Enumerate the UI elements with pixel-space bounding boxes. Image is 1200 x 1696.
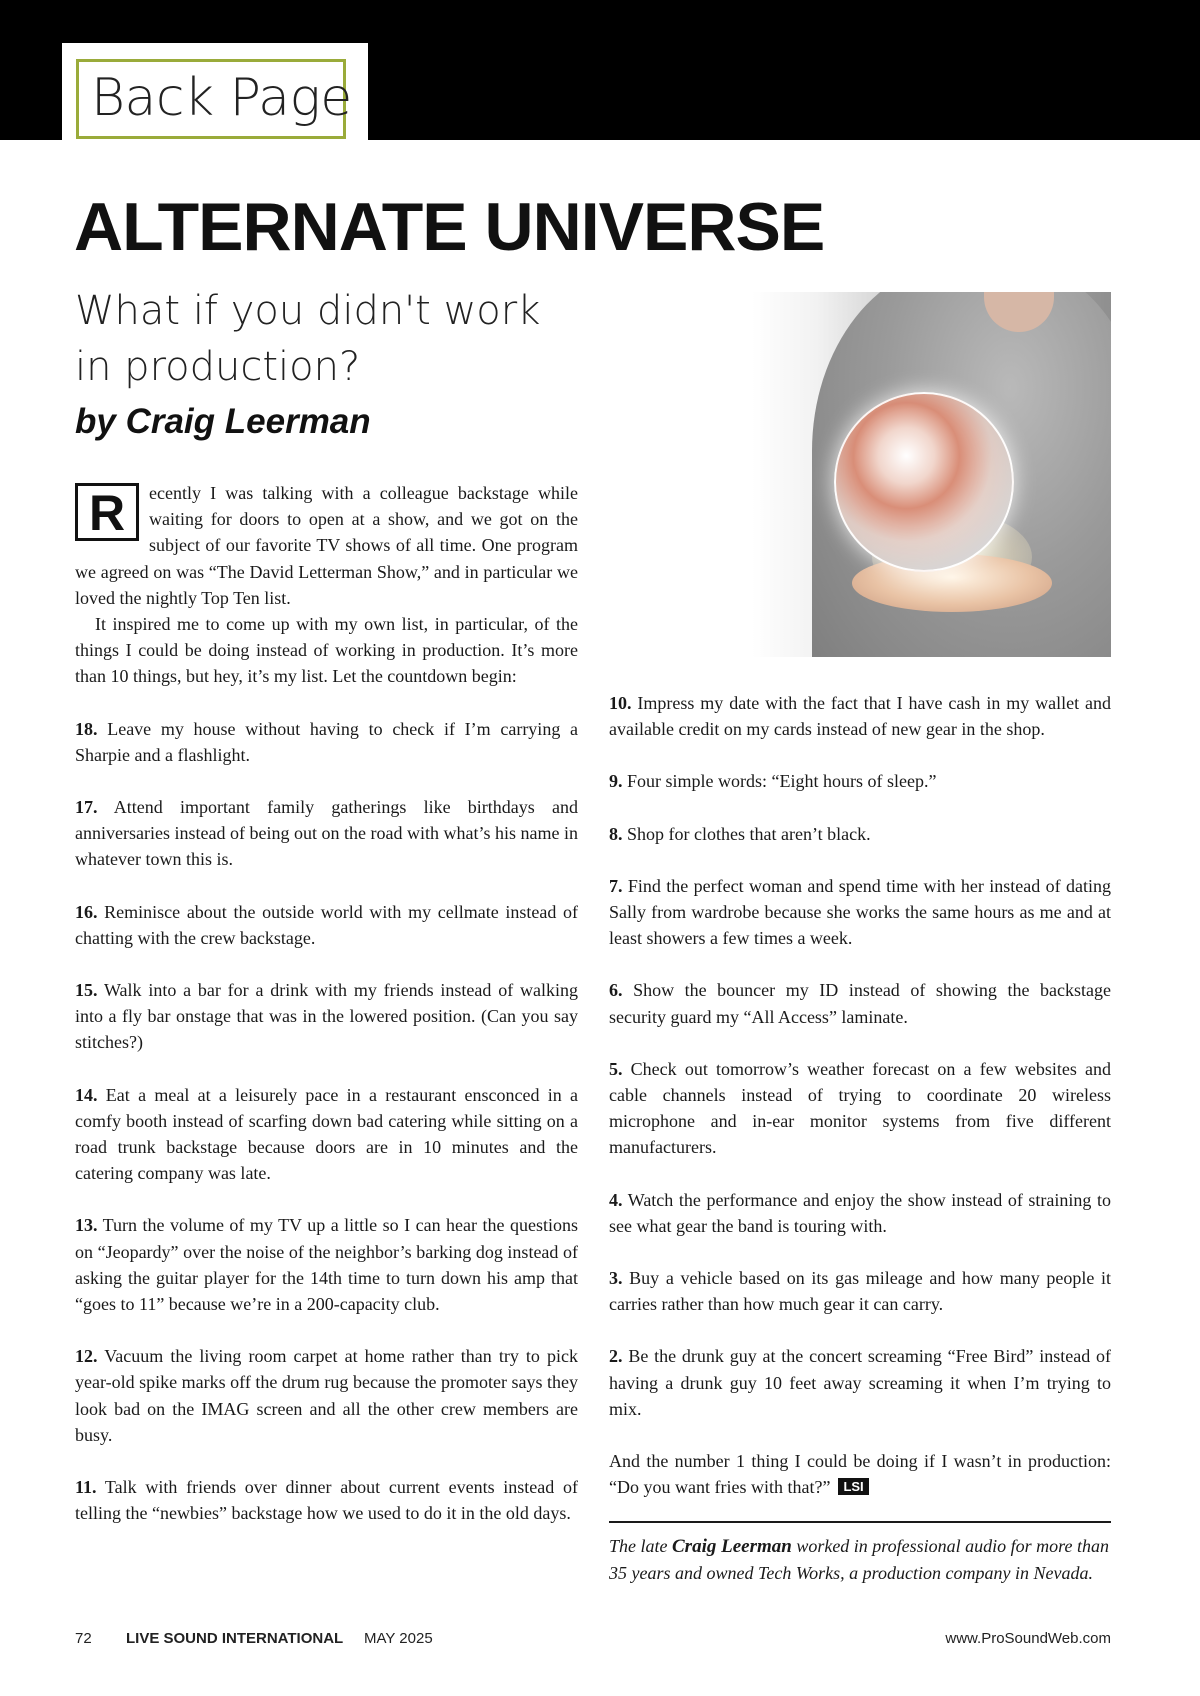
list-item-text: Check out tomorrow’s weather forecast on a few websites and cable channels instead of trying to coordinate 20 wireless microphone and in-ear monitor systems from five different manufacturers. <box>609 1058 1112 1158</box>
list-item-number: 16. <box>75 901 98 922</box>
list-item-number: 13. <box>75 1215 98 1236</box>
list-item <box>75 899 578 951</box>
list-item-text: Impress my date with the fact that I have cash in my wallet and available credit on my cards instead of new gear in the shop. <box>609 693 1111 740</box>
list-item <box>75 794 578 873</box>
list-item-number: 8. <box>609 823 623 844</box>
list-item-text: Walk into a bar for a drink with my friends instead of walking into a fly bar onstage that was in the lowered position. (Can you say stitches?) <box>75 980 578 1053</box>
byline: by Craig Leerman <box>75 402 371 441</box>
list-item-text: Attend important family gatherings like birthdays and anniversaries instead of being out on the road with what’s his name in whatever town this is. <box>75 797 578 870</box>
list-item <box>75 716 578 768</box>
list-item <box>609 1265 1111 1317</box>
website-link[interactable]: www.ProSoundWeb.com <box>945 1630 1111 1647</box>
closing-text: And the number 1 thing I could be doing if I wasn’t in production: “Do you want fries with that?” <box>609 1451 1111 1498</box>
list-item-text: Talk with friends over dinner about current events instead of telling the “newbies” backstage how we used to do it in the old days. <box>75 1477 578 1524</box>
list-item-number: 3. <box>609 1268 623 1289</box>
list-item-number: 4. <box>609 1189 623 1210</box>
crystal-ball <box>834 392 1014 572</box>
list-item <box>609 1056 1111 1161</box>
list-item-text: Show the bouncer my ID instead of showing the backstage security guard my “All Access” laminate. <box>609 980 1112 1027</box>
list-item-text: Be the drunk guy at the concert screaming “Free Bird” instead of having a drunk guy 10 feet away screaming it when I’m trying to mix. <box>609 1346 1111 1419</box>
list-item <box>75 1212 578 1317</box>
list-item-text: Eat a meal at a leisurely pace in a restaurant ensconced in a comfy booth instead of scarfing down bad catering while sitting on a road trunk backstage because doors are in 10 minutes and the catering company was late. <box>75 1084 579 1184</box>
issue-date: MAY 2025 <box>364 1630 433 1647</box>
intro-text-1: ecently I was talking with a colleague backstage while waiting for doors to open at a show, and we got on the subject of our favorite TV shows of all time. One program we agreed on was “The David Letterman Show,” and in particular we loved the nightly Top Ten list. <box>75 483 578 608</box>
author-bio <box>609 1533 1111 1586</box>
list-item-number: 18. <box>75 718 98 739</box>
crystal-ball-photo <box>752 292 1111 657</box>
list-item-number: 17. <box>75 797 98 818</box>
list-item-text: Leave my house without having to check if I’m carrying a Sharpie and a flashlight. <box>75 718 578 765</box>
list-item <box>75 1474 578 1526</box>
list-item-number: 14. <box>75 1084 98 1105</box>
list-item-number: 9. <box>609 771 623 792</box>
list-item-text: Buy a vehicle based on its gas mileage and how many people it carries rather than how much gear it can carry. <box>609 1268 1111 1315</box>
list-item <box>609 768 1111 794</box>
article-column-right <box>609 690 1111 1500</box>
section-tab-frame <box>76 59 352 139</box>
article-subhead <box>75 283 595 395</box>
list-item-number: 12. <box>75 1346 98 1367</box>
list-item <box>609 821 1111 847</box>
list-item-number: 5. <box>609 1058 623 1079</box>
subhead-line-1: What if you didn't work <box>75 288 541 334</box>
bio-divider <box>609 1521 1111 1523</box>
list-item <box>609 1187 1111 1239</box>
section-tab <box>62 43 368 153</box>
bio-prefix: The late <box>609 1536 672 1556</box>
list-item <box>75 1082 578 1187</box>
article-headline: ALTERNATE UNIVERSE <box>74 189 825 265</box>
dropcap: R <box>88 485 126 541</box>
list-item-text: Watch the performance and enjoy the show instead of straining to see what gear the band is touring with. <box>609 1189 1111 1236</box>
subhead-line-2: in production? <box>75 344 361 390</box>
list-item-number: 11. <box>75 1477 97 1498</box>
list-item-number: 7. <box>609 875 623 896</box>
closing-paragraph <box>609 1448 1111 1500</box>
list-item-number: 15. <box>75 980 98 1001</box>
intro-paragraph-2: It inspired me to come up with my own list, in particular, of the things I could be doing instead of working in production. It’s more than 10 things, but hey, it’s my list. Let the countdown begin: <box>75 614 578 687</box>
article-column-left <box>75 480 578 1527</box>
list-item-text: Four simple words: “Eight hours of sleep.” <box>627 771 937 792</box>
list-item <box>609 690 1111 742</box>
dropcap-box <box>75 483 139 541</box>
intro-paragraph-1 <box>75 480 578 611</box>
list-item <box>609 873 1111 952</box>
list-item-number: 6. <box>609 980 623 1001</box>
list-item-number: 2. <box>609 1346 623 1367</box>
list-item <box>75 1343 578 1448</box>
list-item <box>75 977 578 1056</box>
bio-author-name: Craig Leerman <box>672 1536 792 1557</box>
list-item <box>609 1343 1111 1422</box>
list-item-text: Reminisce about the outside world with my cellmate instead of chatting with the crew backstage. <box>75 901 579 948</box>
page-number: 72 <box>75 1630 92 1647</box>
list-item-text: Vacuum the living room carpet at home rather than try to pick year-old spike marks off the drum rug because the promoter says they look bad on the IMAG screen and all the other crew members are busy. <box>75 1346 578 1445</box>
list-item-text: Shop for clothes that aren’t black. <box>627 823 871 844</box>
list-item-number: 10. <box>609 693 632 713</box>
list-item <box>609 977 1111 1029</box>
end-mark: LSI <box>838 1478 868 1495</box>
bio-text: worked in professional audio for more than 35 years and owned Tech Works, a production company in Nevada. <box>609 1536 1109 1584</box>
list-item-text: Turn the volume of my TV up a little so I can hear the questions on “Jeopardy” over the noise of the neighbor’s barking dog instead of asking the guitar player for the 14th time to turn down his amp that “goes to 11” because we’re in a 200-capacity club. <box>75 1215 578 1315</box>
section-label: Back Page <box>91 68 352 128</box>
list-item-text: Find the perfect woman and spend time with her instead of dating Sally from wardrobe because she works the same hours as me and at least showers a few times a week. <box>609 875 1111 949</box>
publication-name: LIVE SOUND INTERNATIONAL <box>126 1630 344 1647</box>
